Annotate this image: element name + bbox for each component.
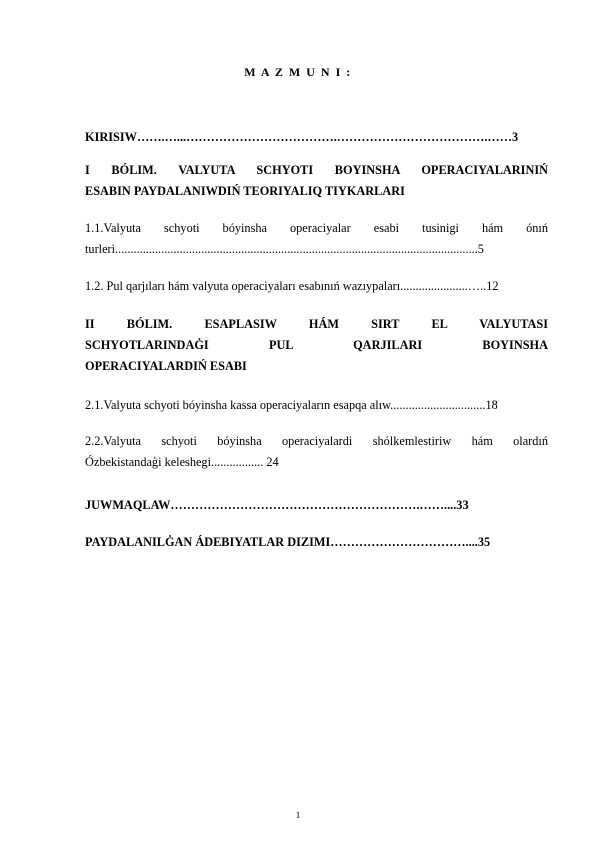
toc-entry-line: II BÓLIM. ESAPLASIW HÁM SIRT EL VALYUTASI xyxy=(85,317,548,331)
toc-entry-1-2[interactable] xyxy=(85,276,548,297)
toc-entry-line: OPERACIYALARDIŃ ESABI xyxy=(85,359,247,373)
toc-entry-part1[interactable] xyxy=(85,160,548,202)
toc-entry-2-1[interactable] xyxy=(85,395,548,416)
toc-entry-text: PAYDALANILĠAN ÁDEBIYATLAR DIZIMI……………………………....35 xyxy=(85,535,491,549)
toc-entry-line: SCHYOTLARINDAĠI PUL QARJILARI BOYINSHA xyxy=(85,338,548,352)
toc-entry-2-2[interactable] xyxy=(85,431,548,473)
toc-entry-line: ESABIN PAYDALANIWDIŃ TEORIYALIQ TIYKARLARI xyxy=(85,184,405,198)
toc-entry-kirisiw[interactable] xyxy=(85,127,548,148)
toc-entry-1-1[interactable] xyxy=(85,218,548,260)
page-number: 1 xyxy=(295,810,301,820)
toc-entry-text: JUWMAQLAW…………………………………………………….……....33 xyxy=(85,498,469,512)
toc-entry-line: turleri......................................................................................................................5 xyxy=(85,242,484,256)
page-title: M A Z M U N I : xyxy=(244,65,352,79)
toc-entry-adebiyat[interactable] xyxy=(85,532,548,553)
toc-entry-line: 1.1.Valyuta schyoti bóyinsha operaciyalar esabi tusinigi hám ónıń xyxy=(85,221,548,235)
toc-entry-line: 2.2.Valyuta schyoti bóyinsha operaciyalardi shólkemlestiriw hám olardıń xyxy=(85,434,548,448)
toc-entry-text: 2.1.Valyuta schyoti bóyinsha kassa operaciyaların esapqa alıw...............................18 xyxy=(85,398,498,412)
toc-entry-line: Ózbekistandaģi keleshegi................. 24 xyxy=(85,455,279,469)
toc-entry-text: KIRISIW…….…...……………………………….……………………………….……3 xyxy=(85,130,519,144)
toc-entry-part2[interactable] xyxy=(85,314,548,377)
toc-entry-line: I BÓLIM. VALYUTA SCHYOTI BOYINSHA OPERACIYALARINIŃ xyxy=(85,163,548,177)
toc-entry-juwmaqlaw[interactable] xyxy=(85,495,548,516)
toc-entry-text: 1.2. Pul qarjıları hám valyuta operaciyaları esabınıń wazıypaları......................…..12 xyxy=(85,279,499,293)
